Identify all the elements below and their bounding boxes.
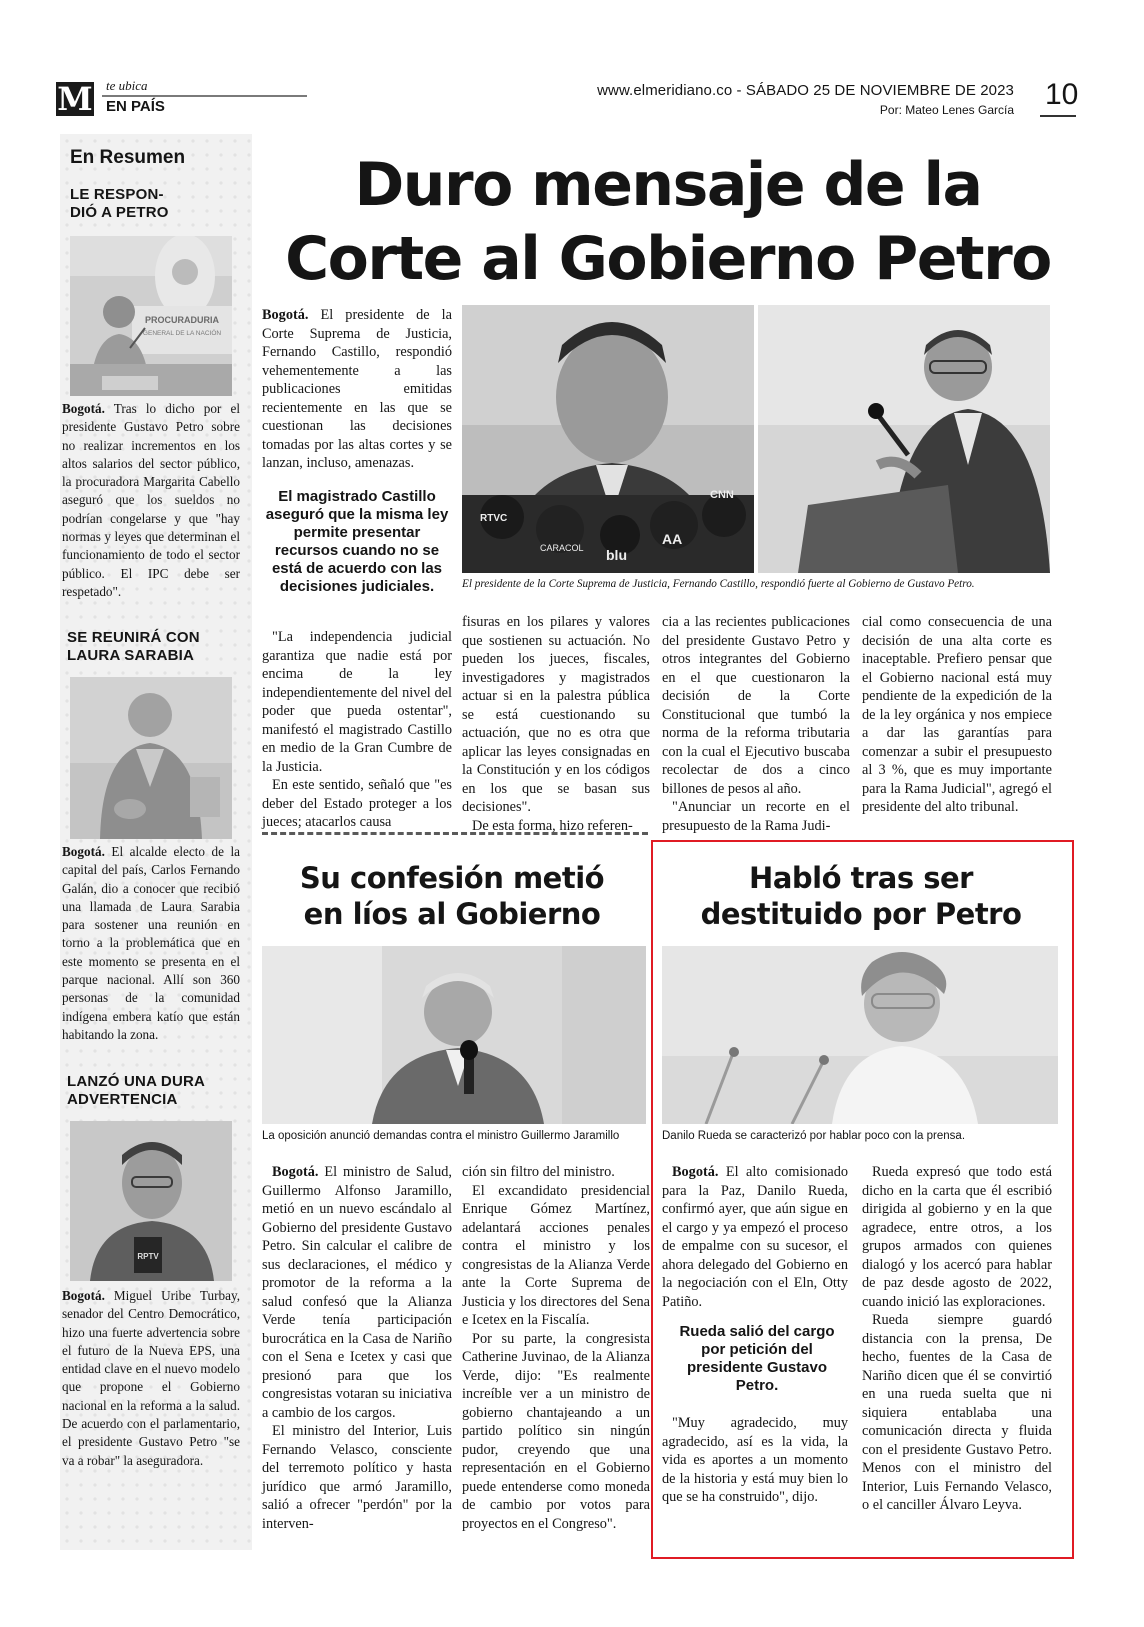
story3-col-1-continued xyxy=(662,1414,848,1507)
paragraph: "Anunciar un recorte en el presupuesto de la Rama Judi- xyxy=(662,799,850,834)
heading-line: LANZÓ UNA DURA xyxy=(67,1073,206,1090)
headline-line: Duro mensaje de la xyxy=(354,150,982,220)
newspaper-logo: M xyxy=(57,80,93,118)
headline-line: Su confesión metió xyxy=(299,861,605,895)
sidebar-item-1-heading xyxy=(70,186,169,222)
byline: Por: Mateo Lenes García xyxy=(879,103,1014,117)
petro-photo-icon xyxy=(758,305,1050,573)
rueda-photo-icon xyxy=(662,946,1058,1124)
story3-caption: Danilo Rueda se caracterizó por hablar poco con la prensa. xyxy=(662,1130,966,1142)
mic-label-aa: AA xyxy=(662,531,683,547)
story3-col-1 xyxy=(662,1163,848,1311)
uribe-photo-icon xyxy=(70,1121,232,1281)
rptv-mic-label: RPTV xyxy=(137,1252,159,1261)
paragraph: En este sentido, señaló que "es deber del Estado proteger a los jueces; atacarlos causa xyxy=(262,777,452,830)
body-text: Tras lo dicho por el presidente Gustavo Petro sobre no realizar incrementos en los altos salarios del sector público, la procuradora Margarita Cabello aseguró que los sueldos no podrían congelarse y que "hay normas y leyes que determinan el funcionamiento de todo el sector público. El IPC debe ser respetado". xyxy=(62,401,240,599)
sidebar-item-1-text xyxy=(62,400,240,601)
paragraph: fisuras en los pilares y valores que sostienen su actuación. No pueden los jueces, fiscales, investigadores y magistrados actuar si en la palestra pública se está cuestionando su actuación, que no es otra que aplicar las leyes consignadas en la Constitución y en los códigos en los que se basan sus decisiones". xyxy=(462,614,650,815)
story3-pullquote: Rueda salió del cargo por petición del presidente Gustavo Petro. xyxy=(679,1323,835,1394)
sidebar-photo-uribe xyxy=(70,1121,232,1281)
story2-col-1 xyxy=(262,1163,452,1533)
sidebar-item-2-text xyxy=(62,843,240,1044)
lead-in: Bogotá. xyxy=(62,1288,105,1303)
main-photo-petro xyxy=(758,305,1050,573)
main-intro xyxy=(262,306,452,473)
heading-line: DIÓ A PETRO xyxy=(70,204,169,221)
section-divider xyxy=(262,832,648,835)
castillo-photo-icon xyxy=(462,305,754,573)
paragraph: ción sin filtro del ministro. xyxy=(462,1164,615,1180)
main-col-3 xyxy=(662,613,850,835)
mic-label-cnn: CNN xyxy=(710,489,734,501)
headline-line: Habló tras ser xyxy=(749,861,973,895)
paragraph: cial como consecuencia de una decisión de una alta corte es inaceptable. Prefiero pensar que el Gobierno nacional está muy pendiente de la expedición de la de la ley orgánica y nos empiece a dar las garantías para comenzar a subir el presupuesto al 3 %, que es muy importante para la Rama Judicial", agregó el presidente del alto tribunal. xyxy=(862,614,1052,815)
lead-in: Bogotá. xyxy=(262,307,309,323)
dateline: www.elmeridiano.co - SÁBADO 25 DE NOVIEMBRE DE 2023 xyxy=(597,82,1014,99)
body-text: El ministro de Salud, Guillermo Alfonso Jaramillo, metió en un nuevo escándalo al Gobierno del presidente Gustavo Petro. Sin calcular el calibre de sus declaraciones, el médico y promotor de la reforma a la salud confesó que la Alianza Verde tenía participación burocrática en la Casa de Nariño con el Sena e Icetex y casi que presionó para que los congresistas votaran su iniciativa a cambio de los cargos. xyxy=(262,1164,452,1421)
story2-col-2 xyxy=(462,1163,650,1533)
page-number: 10 xyxy=(1045,78,1079,111)
lead-in: Bogotá. xyxy=(62,844,105,859)
paragraph: El excandidato presidencial Enrique Gómez Martínez, adelantará acciones penales contra el ministro y los congresistas de la Alianza Verde ante la Corte Suprema de Justicia y los directores del Sena e Icetex en la Fiscalía. xyxy=(462,1182,650,1328)
body-text: El alto comisionado para la Paz, Danilo Rueda, confirmó ayer, que aún sigue en el cargo y ya empezó el proceso de empalme con su sucesor, el ahora delegado del Gobierno en la negociación con el Eln, Otty Patiño. xyxy=(662,1164,848,1310)
paragraph: "La independencia judicial garantiza que nadie está por encima de la ley independientemente del nivel del poder que pueda ostentar", manifestó el magistrado Castillo en medio de la Gran Cumbre de la Justicia. xyxy=(262,629,452,775)
page-number-rule xyxy=(1040,115,1076,117)
jaramillo-photo-icon xyxy=(262,946,646,1124)
body-text: El presidente de la Corte Suprema de Justicia, Fernando Castillo, respondió vehementemente a las publicaciones emitidas recientemente en las que se cuestionan las decisiones tomadas por las altas cortes y se lanzan, incluso, amenazas. xyxy=(262,307,452,471)
lead-in: Bogotá. xyxy=(272,1164,319,1180)
paragraph: De esta forma, hizo referen- xyxy=(472,817,633,834)
mic-label-blu: blu xyxy=(606,547,627,563)
sidebar-item-3-text xyxy=(62,1287,240,1470)
paragraph: Por su parte, la congresista Catherine Juvinao, de la Alianza Verde, dijo: "Es realmente increíble ver a un ministro de gobierno chantajeando a un partido político sin ningún pudor, creyendo que una representación en el Gobierno puede entenderse como moneda de cambio por votos para proyectos en el Congreso". xyxy=(462,1330,650,1532)
sidebar-photo-galan xyxy=(70,677,232,839)
headline-line: en líos al Gobierno xyxy=(303,897,601,931)
procuraduria-wall-text: PROCURADURIA xyxy=(145,315,219,325)
lead-in: Bogotá. xyxy=(62,401,105,416)
main-headline xyxy=(258,148,1078,296)
story2-caption: La oposición anunció demandas contra el ministro Guillermo Jaramillo xyxy=(262,1130,620,1142)
main-pullquote: El magistrado Castillo aseguró que la misma ley permite presentar recursos cuando no se está de acuerdo con las decisiones judiciales. xyxy=(265,488,449,595)
heading-line: ADVERTENCIA xyxy=(67,1091,178,1108)
body-text: Miguel Uribe Turbay, senador del Centro Democrático, hizo una fuerte advertencia sobre el futuro de la Nueva EPS, una entidad clave en el nuevo modelo que propone el Gobierno nacional en la reforma a la salud. De acuerdo con el parlamentario, el presidente Gustavo Petro "se va a robar" la aseguradora. xyxy=(62,1288,240,1468)
headline-line: destituido por Petro xyxy=(700,897,1022,931)
procuraduria-wall-subtext: GENERAL DE LA NACIÓN xyxy=(142,330,222,337)
main-col-1 xyxy=(262,628,452,832)
mic-label-caracol: CARACOL xyxy=(540,543,584,553)
sidebar-item-2-heading xyxy=(67,629,200,665)
section-label: EN PAÍS xyxy=(106,98,165,115)
main-col-2 xyxy=(462,613,650,835)
story3-col-2 xyxy=(862,1163,1052,1515)
galan-photo-icon xyxy=(70,677,232,839)
main-col-4 xyxy=(862,613,1052,817)
body-text: El alcalde electo de la capital del país, Carlos Fernando Galán, dio a conocer que recibió una llamada de Laura Sarabia para sostener una reunión en torno a la problemática que en este momento se presenta en el parque nacional. Allí son 360 personas de la comunidad indígena embera katío que están habitando la zona. xyxy=(62,844,240,1042)
headline-line: Corte al Gobierno Petro xyxy=(285,224,1051,294)
mic-label-rtvc: RTVC xyxy=(480,513,508,524)
story3-photo-rueda xyxy=(662,946,1058,1124)
paragraph: El ministro del Interior, Luis Fernando Velasco, consciente del terremoto político y hasta jurídico que armó Jaramillo, salió a ofrecer "perdón" por la interven- xyxy=(262,1423,452,1532)
heading-line: LAURA SARABIA xyxy=(67,647,195,664)
header-rule xyxy=(102,95,307,97)
lead-in: Bogotá. xyxy=(672,1164,719,1180)
section-kicker: te ubica xyxy=(106,78,148,93)
heading-line: LE RESPON- xyxy=(70,186,164,203)
paragraph: cia a las recientes publicaciones del presidente Gustavo Petro y otros integrantes del Gobierno en el que cuestionaron la decisión de la Corte Constitucional que tumbó la norma de la reforma tributaria con la cual el Ejecutivo buscaba recolectar de dos a cinco billones de pesos al año. xyxy=(662,614,850,797)
sidebar-item-3-heading xyxy=(67,1073,205,1109)
main-photo-caption: El presidente de la Corte Suprema de Justicia, Fernando Castillo, respondió fuerte al Gobierno de Gustavo Petro. xyxy=(462,578,975,590)
sidebar-title: En Resumen xyxy=(70,147,186,168)
story3-headline xyxy=(662,860,1060,932)
story2-headline xyxy=(262,860,642,932)
main-photo-castillo xyxy=(462,305,754,573)
paragraph: "Muy agradecido, muy agradecido, así es la vida, la vida es aportes a un momento de la historia y está muy bien lo que se ha construido", dijo. xyxy=(662,1415,848,1505)
story2-photo-jaramillo xyxy=(262,946,646,1124)
procuradora-photo-icon xyxy=(70,236,232,396)
heading-line: SE REUNIRÁ CON xyxy=(67,629,200,646)
paragraph: Rueda expresó que todo está dicho en la carta que él escribió dirigida al gobierno y en la que agradece, entre otros, a los grupos armados con quienes dialogó y los acercó para hablar de paz desde agosto de 2022, cuando inició las exploraciones. xyxy=(862,1164,1052,1310)
paragraph: Rueda siempre guardó distancia con la prensa, De hecho, fuentes de la Casa de Nariño dicen que él se convirtió en una rueda suelta que ni siquiera entablaba una comunicación directa y fluida con el presidente Gustavo Petro. Menos con el ministro del Interior, Luis Fernando Velasco, o el canciller Álvaro Leyva. xyxy=(862,1312,1052,1513)
sidebar-photo-procuradora xyxy=(70,236,232,396)
